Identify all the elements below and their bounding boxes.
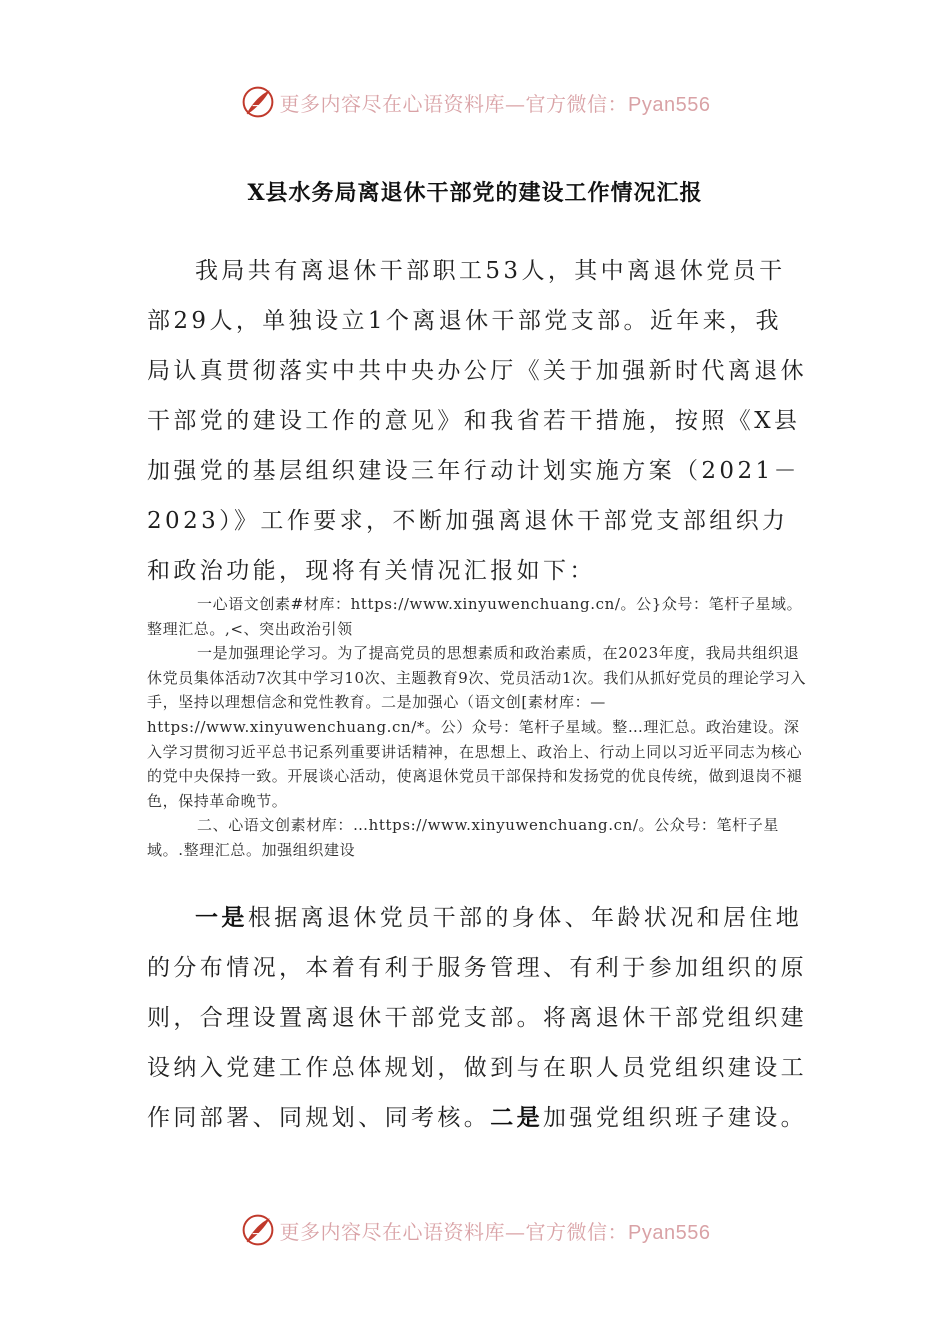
- section-paragraph: [147, 893, 807, 1143]
- document-title: X县水务局离退休干部党的建设工作情况汇报: [247, 180, 703, 206]
- lead-first: 一是: [195, 904, 248, 931]
- header-banner-text: 更多内容尽在心语资料库—官方微信：Pyan556: [279, 91, 711, 116]
- small-paragraph-3: 二、心语文创素材库：…https://www.xinyuwenchuang.cn/。公众号：笔杆子星域。.整理汇总。加强组织建设: [147, 816, 779, 859]
- footer-banner-text: 更多内容尽在心语资料库—官方微信：Pyan556: [279, 1219, 711, 1244]
- small-paragraph-1: 一心语文创素#材库：https://www.xinyuwenchuang.cn/。公}众号：笔杆子星域。整理汇总。,<、突出政治引领: [147, 595, 803, 638]
- section-text-2: 加强党组织班子建设。: [543, 1105, 808, 1131]
- header-wechat-id: Pyan556: [628, 93, 711, 116]
- small-text-block: [147, 592, 807, 863]
- intro-paragraph: 我局共有离退休干部职工53人，其中离退休党员干部29人，单独设立1个离退休干部党支部。近年来，我局认真贯彻落实中共中央办公厅《关于加强新时代离退休干部党的建设工作的意见》和我省若干措施，按照《X县加强党的基层组织建设三年行动计划实施方案（2021－2023）》工作要求，不断加强离退休干部党支部组织力和政治功能，现将有关情况汇报如下：: [147, 258, 807, 584]
- quill-logo-icon: [240, 84, 276, 120]
- header-banner: [0, 82, 950, 122]
- footer-wechat-id: Pyan556: [628, 1221, 711, 1244]
- quill-logo-icon: [240, 1212, 276, 1248]
- small-paragraph-2: 一是加强理论学习。为了提高党员的思想素质和政治素质，在2023年度，我局共组织退休党员集体活动7次其中学习10次、主题教育9次、党员活动1次。我们从抓好党员的理论学习入手，坚持以理想信念和党性教育。二是加强心（语文创[素材库：—https://www.xinyuwenchuang.cn/*。公）众号：笔杆子星域。整…理汇总。政治建设。深入学习贯彻习近平总书记系列重要讲话精神，在思想上、政治上、行动上同以习近平同志为核心的党中央保持一致。开展谈心活动，使离退休党员干部保持和发扬党的优良传统，做到退岗不褪色，保持革命晚节。: [147, 644, 807, 810]
- section-text-1: 根据离退休党员干部的身体、年龄状况和居住地的分布情况，本着有利于服务管理、有利于参加组织的原则，合理设置离退休干部党支部。将离退休干部党组织建设纳入党建工作总体规划，做到与在职人员党组织建设工作同部署、同规划、同考核。: [147, 905, 807, 1131]
- lead-second: 二是: [490, 1104, 544, 1131]
- footer-banner: [0, 1210, 950, 1250]
